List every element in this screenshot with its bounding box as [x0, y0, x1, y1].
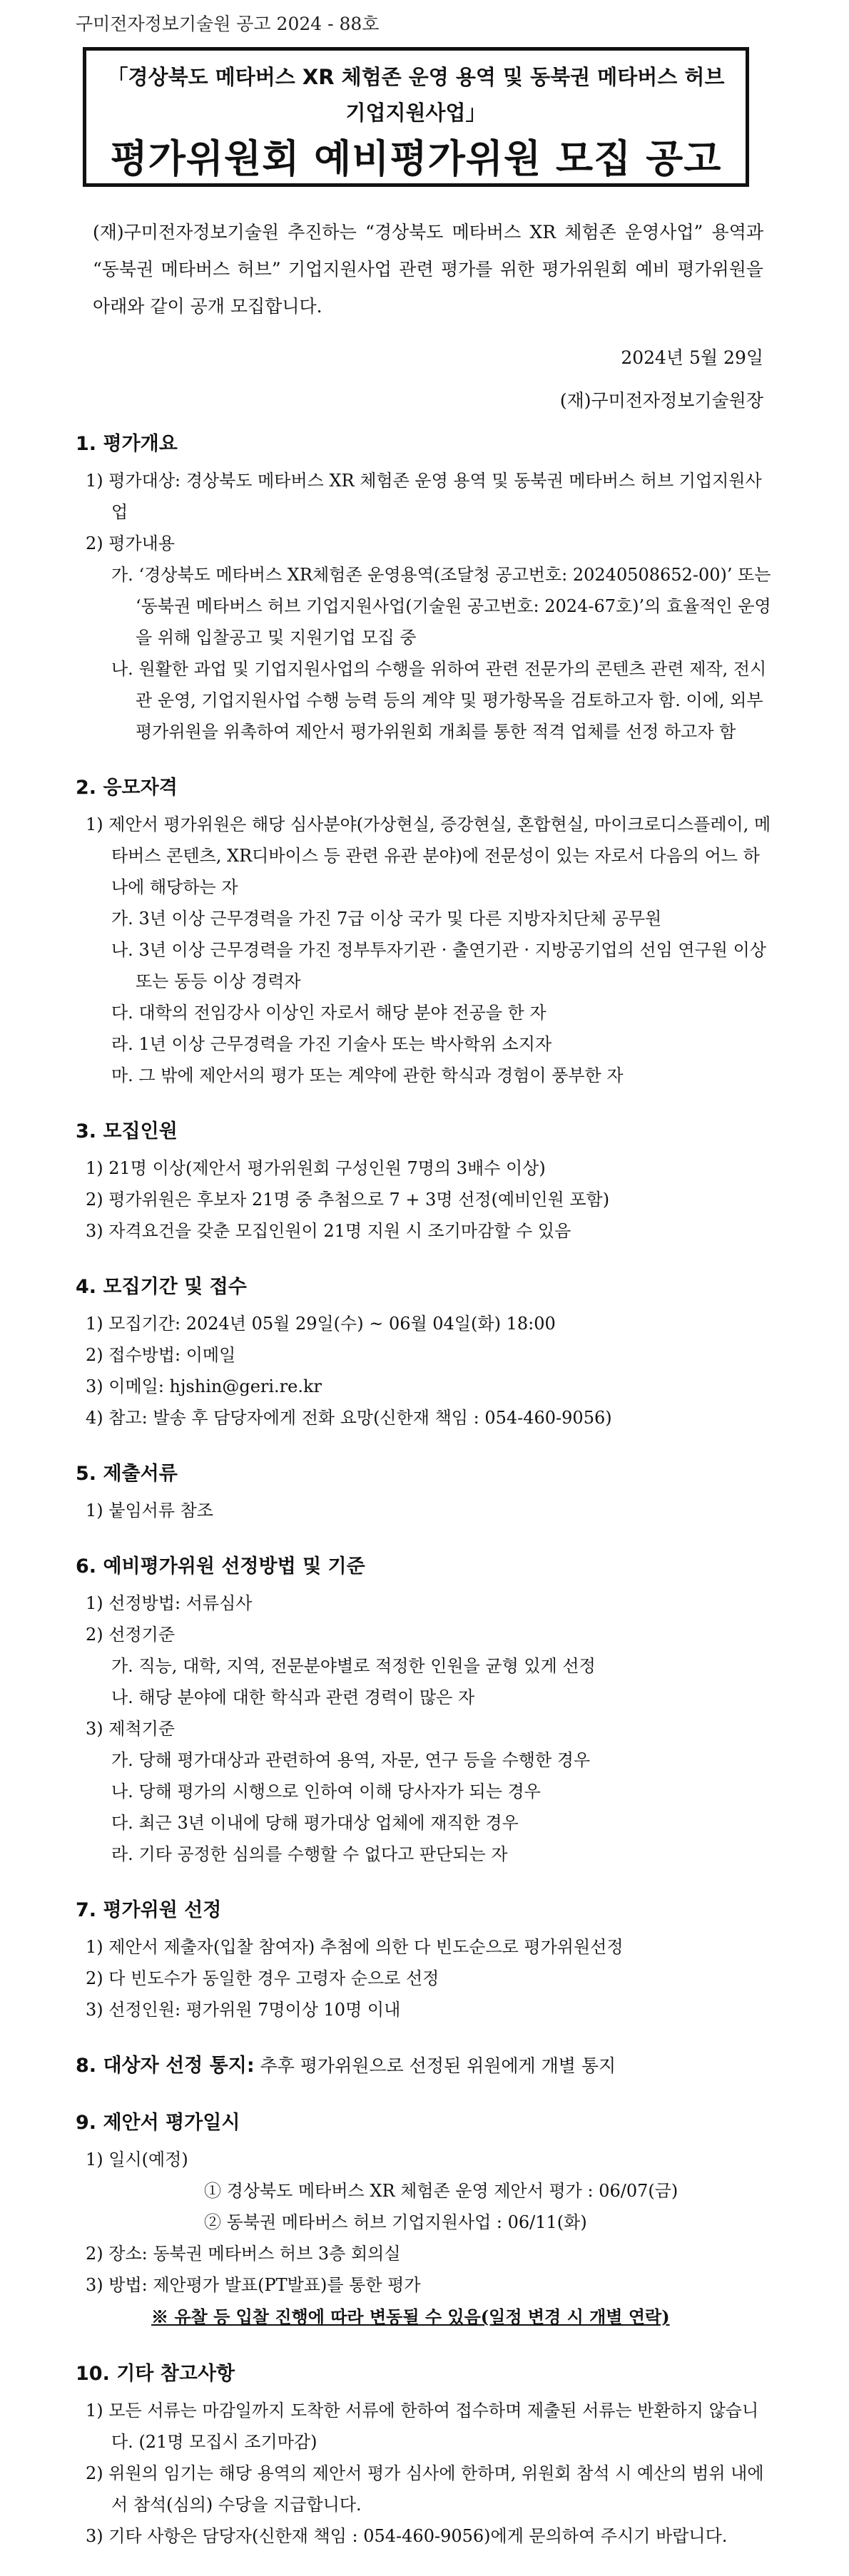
list-item: 3) 기타 사항은 담당자(신한재 책임 : 054-460-9056)에게 문의하여 주시기 바랍니다.: [86, 2526, 728, 2546]
schedule-note: ※ 유찰 등 입찰 진행에 따라 변동될 수 있음(일정 변경 시 개별 연락): [151, 2306, 670, 2327]
list-item: ① 경상북도 메타버스 XR 체험존 운영 제안서 평가 : 06/07(금): [204, 2181, 678, 2201]
issuer-name: (재)구미전자정보기술원장: [559, 390, 763, 411]
section-title: 6. 예비평가위원 선정방법 및 기준: [76, 1555, 365, 1578]
section-5: [76, 1458, 775, 1526]
list-item: 2) 장소: 동북권 메타버스 허브 3층 회의실: [86, 2244, 401, 2264]
title-subtitle-line2: 기업지원사업」: [345, 101, 487, 125]
list-item: 라. 1년 이상 근무경력을 가진 기술사 또는 박사학위 소지자: [111, 1034, 552, 1054]
list-item: 마. 그 밖에 제안서의 평가 또는 계약에 관한 학식과 경험이 풍부한 자: [111, 1065, 624, 1085]
dateline: [560, 337, 763, 422]
list-item: 1) 평가대상: 경상북도 메타버스 XR 체험존 운영 용역 및 동북권 메타버스 허브 기업지원사업: [86, 471, 762, 522]
list-item: 다. 최근 3년 이내에 당해 평가대상 업체에 재직한 경우: [111, 1813, 519, 1833]
notice-date: 2024년 5월 29일: [621, 347, 763, 368]
list-item: 1) 제안서 평가위원은 해당 심사분야(가상현실, 증강현실, 혼합현실, 마이크로디스플레이, 메타버스 콘텐츠, XR디바이스 등 관련 유관 분야)에 전문성이 있는 자로서 다음의 어느 하나에 해당하는 자: [86, 814, 771, 897]
list-item: 2) 평가위원은 후보자 21명 중 추첨으로 7 + 3명 선정(예비인원 포함): [86, 1190, 610, 1210]
list-item: 나. 당해 평가의 시행으로 인하여 이해 당사자가 되는 경우: [111, 1782, 541, 1801]
section-title: 3. 모집인원: [76, 1120, 178, 1143]
sections-container: [76, 428, 775, 2025]
section-4: [76, 1271, 775, 1433]
title-subtitle-line1: 「경상북도 메타버스 XR 체험존 운영 용역 및 동북권 메타버스 허브: [107, 65, 725, 89]
notice-number: 구미전자정보기술원 공고 2024 - 88호: [76, 14, 380, 34]
section-10: [76, 2358, 775, 2552]
title-box: [83, 47, 749, 187]
list-item: 가. 3년 이상 근무경력을 가진 7급 이상 국가 및 다른 지방자치단체 공무원: [111, 909, 662, 929]
list-item: 3) 제척기준: [86, 1719, 175, 1739]
section-title: 5. 제출서류: [76, 1463, 178, 1485]
section-title: 9. 제안서 평가일시: [76, 2112, 240, 2134]
list-item: 2) 선정기준: [86, 1625, 175, 1645]
list-item: 1) 제안서 제출자(입찰 참여자) 추첨에 의한 다 빈도순으로 평가위원선정: [86, 1937, 624, 1957]
section-2: [76, 772, 775, 1091]
list-item: 1) 일시(예정): [86, 2150, 188, 2169]
list-item: 2) 위원의 임기는 해당 용역의 제안서 평가 심사에 한하며, 위원회 참석 시 예산의 범위 내에서 참석(심의) 수당을 지급합니다.: [86, 2463, 764, 2515]
section-8: [76, 2050, 775, 2082]
list-item: 다. 대학의 전임강사 이상인 자로서 해당 분야 전공을 한 자: [111, 1003, 546, 1023]
list-item: 2) 다 빈도수가 동일한 경우 고령자 순으로 선정: [86, 1968, 439, 1988]
section-9-items: [76, 2144, 775, 2301]
section-title: 2. 응모자격: [76, 777, 178, 799]
section-title: [76, 2050, 775, 2082]
list-item: 가. ‘경상북도 메타버스 XR체험존 운영용역(조달청 공고번호: 20240508652-00)’ 또는 ‘동북권 메타버스 허브 기업지원사업(기술원 공고번호: 2024-67호)’의 효율적인 운영을 위해 입찰공고 및 지원기업 모집 중: [111, 565, 771, 648]
title-subtitle: [86, 59, 746, 131]
list-item: 3) 자격요건을 갖춘 모집인원이 21명 지원 시 조기마감할 수 있음: [86, 1221, 571, 1241]
list-item: 나. 3년 이상 근무경력을 가진 정부투자기관 · 출연기관 · 지방공기업의 선임 연구원 이상 또는 동등 이상 경력자: [111, 940, 766, 991]
list-item: 3) 이메일: hjshin@geri.re.kr: [86, 1376, 322, 1396]
intro-paragraph: (재)구미전자정보기술원 추진하는 “경상북도 메타버스 XR 체험존 운영사업” 용역과 “동북권 메타버스 허브” 기업지원사업 관련 평가를 위한 평가위원회 예비 평가위원을 아래와 같이 공개 모집합니다.: [93, 222, 763, 317]
page-title: 평가위원회 예비평가위원 모집 공고: [110, 136, 722, 181]
list-item: 나. 해당 분야에 대한 학식과 관련 경력이 많은 자: [111, 1687, 475, 1707]
section-title: 7. 평가위원 선정: [76, 1899, 222, 1921]
list-item: 4) 참고: 발송 후 담당자에게 전화 요망(신한재 책임 : 054-460-9056): [86, 1408, 612, 1428]
section-1: [76, 428, 775, 747]
list-item: 나. 원활한 과업 및 기업지원사업의 수행을 위하여 관련 전문가의 콘텐츠 관련 제작, 전시관 운영, 기업지원사업 수행 능력 등의 계약 및 평가항목을 검토하고자 함. 이에, 외부 평가위원을 위촉하여 제안서 평가위원회 개최를 통한 적격 업체를 선정 하고자 함: [111, 659, 767, 742]
list-item: 1) 선정방법: 서류심사: [86, 1593, 253, 1613]
list-item: 2) 평가내용: [86, 533, 175, 553]
list-item: 1) 붙임서류 참조: [86, 1501, 213, 1520]
list-item: 1) 모집기간: 2024년 05월 29일(수) ~ 06월 04일(화) 18:00: [86, 1314, 556, 1334]
section-title: 10. 기타 참고사항: [76, 2363, 235, 2385]
list-item: 가. 직능, 대학, 지역, 전문분야별로 적정한 인원을 균형 있게 선정: [111, 1656, 596, 1676]
section-8-title: 8. 대상자 선정 통지:: [76, 2055, 255, 2077]
list-item: 3) 방법: 제안평가 발표(PT발표)를 통한 평가: [86, 2275, 421, 2295]
notice-body: [76, 428, 775, 2576]
section-10-items: [76, 2395, 775, 2552]
section-9: [76, 2107, 775, 2334]
section-title: 4. 모집기간 및 접수: [76, 1276, 247, 1298]
list-item: 가. 당해 평가대상과 관련하여 용역, 자문, 연구 등을 수행한 경우: [111, 1750, 591, 1770]
list-item: 라. 기타 공정한 심의를 수행할 수 없다고 판단되는 자: [111, 1844, 508, 1864]
section-7: [76, 1894, 775, 2025]
section-3: [76, 1115, 775, 1247]
section-6: [76, 1550, 775, 1870]
list-item: 2) 접수방법: 이메일: [86, 1345, 236, 1365]
section-8-text: 추후 평가위원으로 선정된 위원에게 개별 통지: [254, 2055, 616, 2076]
list-item: 3) 선정인원: 평가위원 7명이상 10명 이내: [86, 2000, 401, 2020]
list-item: 1) 21명 이상(제안서 평가위원회 구성인원 7명의 3배수 이상): [86, 1158, 546, 1178]
list-item: 1) 모든 서류는 마감일까지 도착한 서류에 한하여 접수하며 제출된 서류는 반환하지 않습니다. (21명 모집시 조기마감): [86, 2401, 759, 2452]
section-title: 1. 평가개요: [76, 433, 178, 455]
list-item: ② 동북권 메타버스 허브 기업지원사업 : 06/11(화): [204, 2212, 587, 2232]
